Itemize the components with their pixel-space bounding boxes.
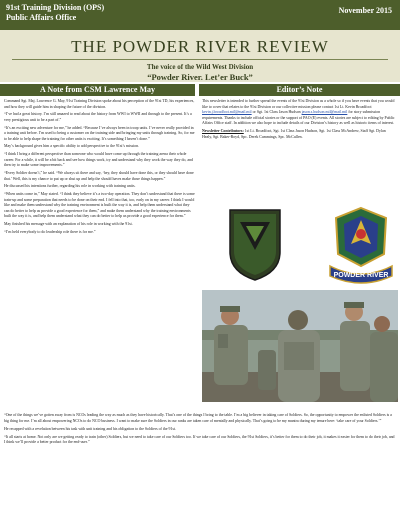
article-paragraph: “It all starts at home. Not only are we getting ready to train (other) Soldiers, but we need to take care of our Soldiers too. If we take care of our Soldiers, the 91st Soldiers, it’s better for them to do their job, it makes it easier for them to do their job, and I think we’ll provide a better product for the end-user.” [4,434,395,445]
issue-date: November 2015 [338,6,392,15]
editors-outro: for story submission requirements. Thanks to include official stories or the support of PAO (E) events. All stories are subject to editing by Public Affairs Office staff. In addition we also hope to include details of our Division’s history as well as historic items of interest. [202,110,395,126]
left-column-heading: A Note from CSM Lawrence May [0,84,195,96]
editors-note [202,99,396,143]
tagline: The voice of the Wild West Division [146,63,254,71]
article-paragraph: “I think I bring a different perspective than someone who would have come up through the training arena their whole career. For a while, it will be a bit back and see how things work, try and understand why they work the way they do, and then try to make some improvements.” [4,152,193,168]
powder-river-insignia [326,204,396,288]
article-paragraph: “When units come in,” May stated. “I think they believe it’s a two-day operation. They don’t understand that there is some train-up and some preparation that needs to be done on their end. I fell into that, too, early on in my career. I think I would like and make them understand why the training environment is built the way it is, and help them understand what they can do better to help us provide a good experience for them,” and make them understand why the training environments built the way it is, and help them understand what they can do better to help us provide a good experience for them.” [4,191,195,219]
header-bar [0,0,400,30]
article-paragraph: Command Sgt. Maj. Lawrence G. May, 91st Training Division spoke about his perception of the 91st TD, his experiences, and how they will guide him in shaping the future of the division. [4,99,195,109]
editors-note-body [202,99,396,127]
email-link-hudson[interactable]: jason.s.hudson.mil@mail.mil [301,110,348,115]
article-paragraph: “One of the things we’ve gotten away from is NCOs leading the way as much as they have historically. That’s one of the things I bring to the table. I’m a big believer in taking care of Soldiers. So, the opportunity to empower the enlisted Soldiers is a big thing for me. I’m all about empowering NCOs to do NCO business. I want to make sure the Soldiers in our ranks are taken care of mentally and physically. That’s going to be my mantra during my tenure here: ‘take care of your Soldiers.’” [4,413,392,423]
csm-article [4,99,195,364]
article-continuation [4,413,396,449]
motto: “Powder River. Let’er Buck” [147,72,253,82]
contributors-list: 1st Lt. Broadfoot, Sgt. 1st Class Jason Hudson, Sgt. 1st Class McAndrew, Staff Sgt. Dylan Healy, Sgt. Baker-Boyd, Spc. Derek Cummings, Spc. McCullen. [202,129,386,139]
masthead-rule [12,59,388,60]
masthead [0,30,400,82]
article-paragraph: “I’m held everybody to do leadership role there is for me.” [4,229,96,234]
article-paragraph: “I’ve had a great history. I’m still amazed to read about the history from WWI to WWII and through to the present. It’s a very prestigious unit to be a part of.” [4,112,192,122]
editors-intro: This newsletter is intended to further spread the events of the 91st Division as a whole so if you have events that you would like to cover that relates to the 91st Division or our collective mission please contact 1st Lt. Kevin Broadfoot [202,99,395,109]
contributors-line [202,129,396,140]
soldiers-photo [202,290,398,402]
article-paragraph: He discussed his intentions further, regarding his role in working with training units. [4,184,136,189]
editors-middle: or Sgt. 1st Class Jason Hudson [252,110,301,115]
contributors-label: Newsletter Contributors: [202,129,244,134]
article-paragraph: “Every Soldier doesn’t,” he said. “We always sit there and say, ‘hey, they should have done this, or they should have done that.’ Well, this is my chance to put up or shut up and help the should haves make those things happen.” [4,170,194,181]
article-paragraph: May finished his message with an explanation of his role in working with the 91st. [4,221,133,226]
article-paragraph: He recapped with a revelation between his task with unit training and his obligation to the Soldiers of the 91st. [4,426,177,431]
division-name: 91st Training Division (OPS) [6,3,105,12]
editors-note-heading: Editor’s Note [199,84,400,96]
division-shield-patch [226,206,284,282]
office-name: Public Affairs Office [6,13,77,22]
email-link-broadfoot[interactable]: kevin.j.broadfoot.mil@mail.mil [202,110,252,115]
article-paragraph: May’s background gives him a specific ability to add perspective to the 91st’s mission. [4,144,140,149]
article-paragraph: “It’s an exciting new adventure for me,” he added. “Because I’ve always been in troop units. I’ve never really provided in a training unit before. I’m used to being a customer on the training side and bringing my units through training. So, for me to be able to help shape the training for other units is exciting. It’s something I haven’t done.” [4,125,195,141]
patch-banner-text: POWDER RIVER [333,272,389,279]
newsletter-title: THE POWDER RIVER REVIEW [71,37,329,56]
